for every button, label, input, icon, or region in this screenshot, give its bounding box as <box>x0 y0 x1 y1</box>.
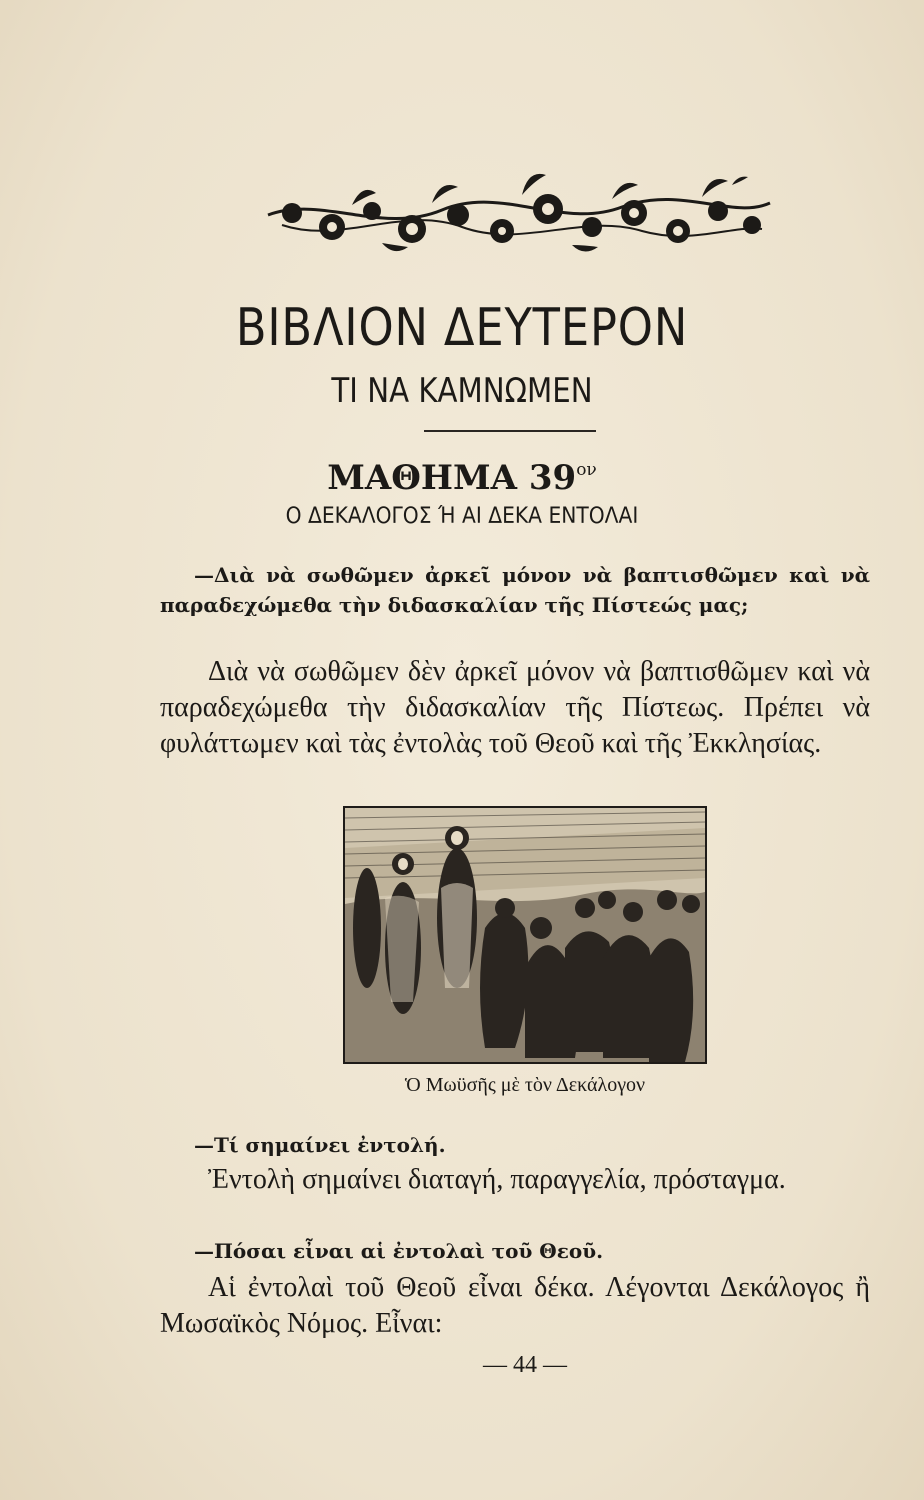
lesson-number-suffix: ον <box>576 460 597 480</box>
figure-caption: Ὁ Μωϋσῆς μὲ τὸν Δεκάλογον <box>404 1074 646 1096</box>
answer-1: Διὰ νὰ σωθῶμεν δὲν ἀρκεῖ μόνον νὰ βαπτισθῶμεν καὶ νὰ παραδεχώμεθα τὴν διδασκαλίαν τῆς Πίστεως. Πρέπει νὰ φυλάττωμεν καὶ τὰς ἐντολὰς τοῦ Θεοῦ καὶ τῆς Ἐκκλησίας. <box>160 656 870 759</box>
question-1: —Διὰ νὰ σωθῶμεν ἀρκεῖ μόνον νὰ βαπτισθῶμεν καὶ νὰ παραδεχώμεθα τὴν διδασκαλίαν τῆς Πίστεώς μας; <box>160 563 870 617</box>
question-2: —Τί σημαίνει ἐντολή. <box>194 1133 446 1157</box>
lesson-number: 39 <box>528 458 577 498</box>
engraving-illustration-icon <box>345 808 705 1062</box>
divider <box>424 430 596 432</box>
book-title: ΒΙΒΛΙΟΝ ΔΕΥΤΕΡΟΝ <box>235 298 689 358</box>
moses-engraving <box>343 806 707 1064</box>
lesson-topic: Ο ΔΕΚΑΛΟΓΟΣ Ή ΑΙ ΔΕΚΑ ΕΝΤΟΛΑΙ <box>285 504 639 529</box>
book-subtitle: ΤΙ ΝΑ ΚΑΜΝΩΜΕΝ <box>331 371 593 411</box>
lesson-label: ΜΑΘΗΜΑ <box>327 458 518 498</box>
question-3: —Πόσαι εἶναι αἱ ἐντολαὶ τοῦ Θεοῦ. <box>194 1239 604 1263</box>
floral-ornament-icon <box>262 165 774 257</box>
page-number: — 44 — <box>483 1352 567 1378</box>
lesson-heading <box>0 448 924 500</box>
answer-2: Ἐντολὴ σημαίνει διαταγή, παραγγελία, πρόσταγμα. <box>208 1164 786 1195</box>
answer-3: Αἱ ἐντολαὶ τοῦ Θεοῦ εἶναι δέκα. Λέγονται Δεκάλογος ἢ Μωσαϊκὸς Νόμος. Εἶναι: <box>160 1272 870 1339</box>
